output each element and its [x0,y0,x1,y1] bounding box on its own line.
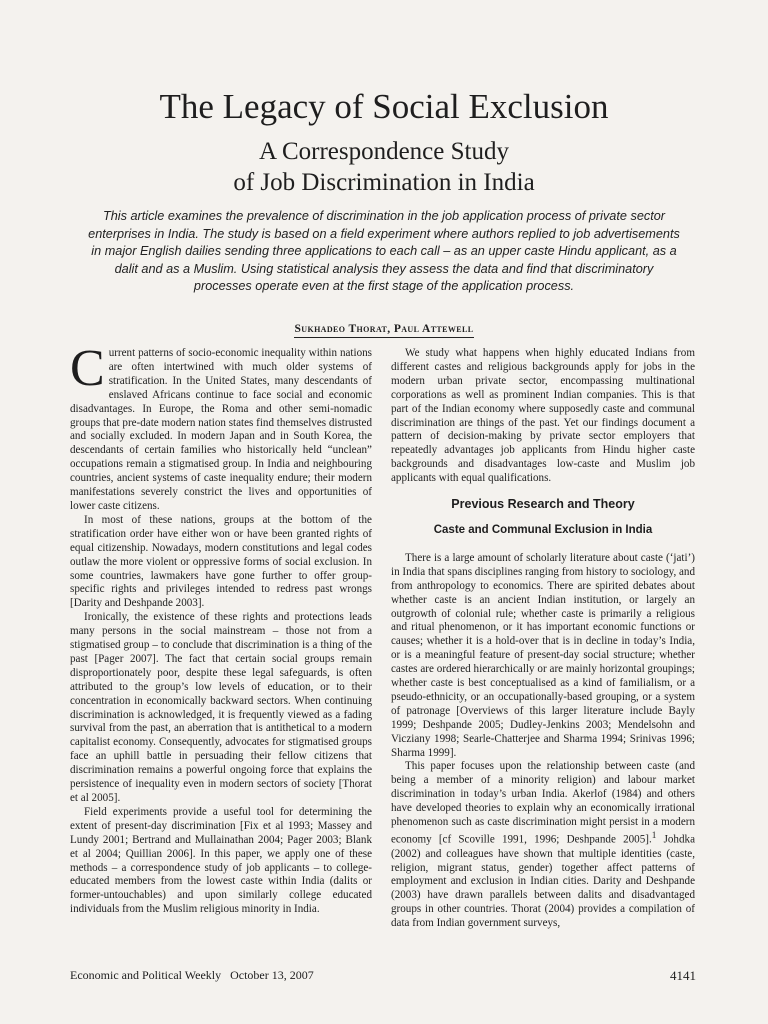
paragraph-text: urrent patterns of socio-economic inequality within nations are often intertwined with much older systems of stratification. In the United States, many descendants of enslaved Africans continue to face social and economic disadvantages. In Europe, the Roma and other semi-nomadic groups that pre-date modern nation states find themselves distrusted and socially excluded. In modern Japan and in South Korea, the descendants of certain families who historically held “unclean” occupations remain a stigmatised group. In India and neighbouring countries, ancient systems of caste inequality endure; their modern manifestations severely constrict the lives and opportunities of lower caste citizens. [70,347,372,512]
authors: Sukhadeo Thorat, Paul Attewell [294,323,473,338]
paragraph-text: This paper focuses upon the relationship between caste (and being a member of a minority religion) and labour market discrimination in today’s urban India. Akerlof (1984) and others have developed theories to explain why an economically irrational phenomenon such as caste discrimination might persist in a modern economy [cf Scoville 1991, 1996; Deshpande 2005]. [391,760,695,846]
subtitle-line-1: A Correspondence Study [259,138,509,165]
author-byline [0,323,768,335]
paragraph: There is a large amount of scholarly literature about caste (‘jati’) in India that spans disciplines ranging from history to sociology, and from anthropology to economics. There are spirited debates about whether caste is an ancient Indian institution, or largely an outgrowth of colonial rule; whether caste is primarily a religious and ritual phenomenon, or it has important economic functions or causes; whether it is a hold-over that is in decline in today’s India, or is a meaningful feature of present-day social structure; whether castes are ordered hierarchically or are mainly horizontal groupings; whether caste is best conceptualised as a kind of familialism, or a pseudo-ethnicity, or an occupationally-based grouping, or a system of patronage [Overviews of this larger literature include Bayly 1999; Deshpande 2005; Dudley-Jenkins 2003; Mendelsohn and Vicziany 1998; Searle-Chatterjee and Sharma 1994; Srinivas 1996; Sharma 1999]. [391,551,696,759]
paragraph-text: Johdka (2002) and colleagues have shown that multiple identities (caste, religion, migrant status, gender) together affect patterns of employment and exclusion in Indian cities. Darity and Deshpande (2003) have drawn parallels between dalits and disadvantaged groups in other countries. Thorat (2004) provides a compilation of data from Indian government surveys, [391,833,695,930]
paragraph: Field experiments provide a useful tool for determining the extent of present-day discrimination [Fix et al 1993; Massey and Lundy 2001; Bertrand and Mullainathan 2004; Pager 2003; Blank et al 2004; Quillian 2006]. In this paper, we apply one of these methods – a correspondence study of job applicants – to college-educated members from the lowest caste within India (dalits or former-untouchables) and upon similarly college educated individuals from the Muslim religious minority in India. [70,805,372,916]
section-heading: Previous Research and Theory [451,497,635,512]
right-column [391,347,695,931]
left-column [70,340,372,917]
paragraph [70,340,372,514]
paragraph: We study what happens when highly educated Indians from different castes and religious backgrounds apply for jobs in the modern urban private sector, encompassing multinational corporations as well as prominent Indian companies. This is that part of the Indian economy where supposedly caste and communal discrimination are things of the past. Yet our findings document a pattern of decision-making by private sector employers that repeatedly advantages job applicants from Hindu higher caste backgrounds and disadvantages low-caste and Muslim job applicants with equal qualifications. [391,347,695,485]
page-number: 4141 [670,968,696,983]
footnote-marker: 1 [651,831,657,841]
subsection-heading: Caste and Communal Exclusion in India [433,523,653,536]
subtitle-line-2: of Job Discrimination in India [233,169,535,196]
paragraph: In most of these nations, groups at the bottom of the stratification order have either won or have been granted rights of equal citizenship. Nowadays, modern constitutions and legal codes outlaw the more violent or oppressive forms of social exclusion. In some countries, lawmakers have gone further to offer group-specific rights and privileges intended to redress past wrongs [Darity and Deshpande 2003]. [70,513,372,610]
journal-footer: Economic and Political Weekly October 13, 2007 [70,968,314,982]
paragraph: Ironically, the existence of these rights and protections leads many persons in the social mainstream – those not from a stigmatised group – to conclude that discrimination is a thing of the past [Pager 2007]. The fact that certain social groups remain disproportionately poor, despite these legal safeguards, is often attributed to the group’s low levels of education, or to their concentration in economically backward sectors. When continuing discrimination is acknowledged, it is frequently viewed as a fading survival from the past, an aberration that is antithetical to a modern capitalist economy. Consequently, advocates for stigmatised groups face an uphill battle in persuading their fellow citizens that discrimination remains a powerful ongoing force that explains the persistence of inequality even in modern sectors of society [Thorat et al 2005]. [70,611,372,804]
drop-cap: C [70,340,105,397]
paragraph [391,760,695,931]
article-title: The Legacy of Social Exclusion [159,87,609,126]
article-subtitle [0,136,768,198]
abstract: This article examines the prevalence of discrimination in the job application process of private sector enterprises in India. The study is based on a field experiment where authors replied to job advertisements in major English dailies sending three applications to each call – as an upper caste Hindu applicant, as a dalit and as a Muslim. Using statistical analysis they assess the data and find that discriminatory processes operate even at the first stage of the application process. [88,209,680,293]
